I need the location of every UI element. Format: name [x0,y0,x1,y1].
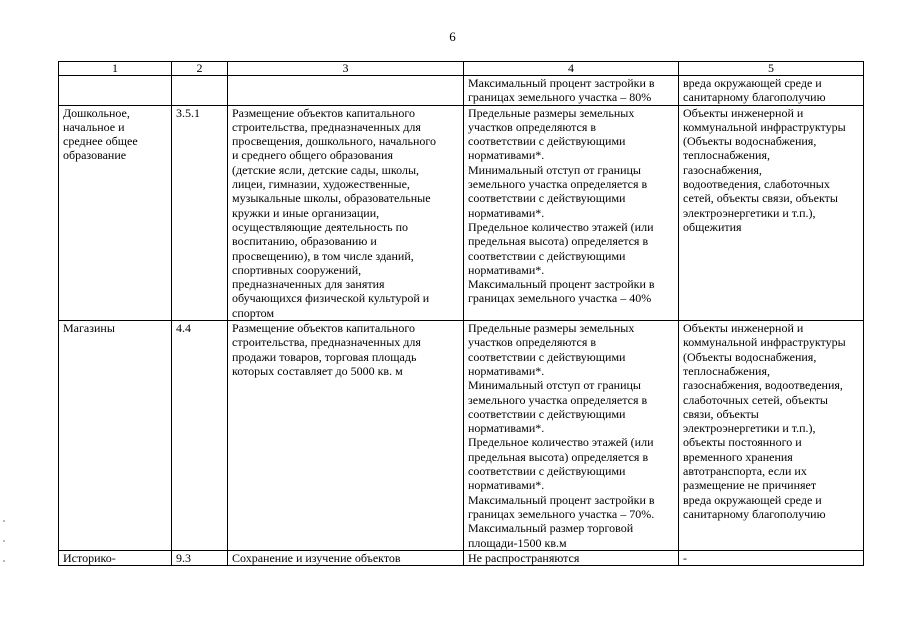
header-cell-2: 2 [172,62,228,76]
cell-line: границах земельного участка – 40% [468,291,652,306]
cell-line: сетей, объекты связи, объекты [683,191,838,206]
auxiliary-objects-cell [679,550,864,565]
cell-line: Объекты инженерной и [683,105,804,120]
cell-line: слаботочных сетей, объекты [683,392,828,407]
cell-line: Объекты инженерной и [683,321,804,336]
cell-line: Размещение объектов капитального [232,105,415,120]
cell-line: электроэнергетики и т.п.), [683,421,816,436]
cell-line: нормативами*. [468,205,545,220]
cell-line: образование [63,148,127,163]
cell-line: Предельные размеры земельных [468,105,635,120]
cell-line: автотранспорта, если их [683,464,807,479]
cell-line: газоснабжения, водоотведения, [683,378,843,393]
cell-line: электроэнергетики и т.п.), [683,205,816,220]
table-row [59,105,864,320]
cell-line: Предельное количество этажей (или [468,435,654,450]
description-cell [228,76,464,106]
cell-line: коммунальной инфраструктуры [683,335,846,350]
cell-line: Предельные размеры земельных [468,321,635,336]
header-cell-4: 4 [464,62,679,76]
cell-line: вреда окружающей среде и [683,492,822,507]
cell-line: Магазины [63,321,115,336]
cell-line: границах земельного участка – 80% [468,90,652,105]
cell-line: соответствии с действующими [468,406,626,421]
use-name-cell [59,550,172,565]
cell-line: вреда окружающей среде и [683,76,822,90]
cell-line: - [683,550,687,565]
description-cell [228,550,464,565]
cell-line: земельного участка определяется в [468,177,648,192]
description-cell [228,105,464,320]
parameters-cell [464,76,679,106]
cell-line: 3.5.1 [176,105,200,120]
cell-line: нормативами*. [468,421,545,436]
cell-line: предельная высота) определяется в [468,234,649,249]
cell-line: осуществляющие деятельность по [232,219,409,234]
cell-line: спортивных сооружений, [232,262,362,277]
zoning-table [58,61,864,566]
cell-line: временного хранения [683,449,793,464]
cell-line: начальное и [63,119,125,134]
cell-line: санитарному благополучию [683,90,826,105]
cell-line: Максимальный процент застройки в [468,277,655,292]
code-cell [172,321,228,551]
cell-line: соответствии с действующими [468,134,626,149]
cell-line: Максимальный процент застройки в [468,76,655,90]
cell-line: соответствии с действующими [468,464,626,479]
cell-line: Историко- [63,550,116,565]
cell-line: (Объекты водоснабжения, [683,134,817,149]
cell-line: Минимальный отступ от границы [468,162,641,177]
cell-line: и среднего общего образования [232,148,393,163]
cell-line: общежития [683,219,742,234]
code-cell [172,550,228,565]
cell-line: предназначенных для занятия [232,277,385,292]
use-name-cell [59,321,172,551]
use-name-cell [59,76,172,106]
parameters-cell [464,105,679,320]
cell-line: участков определяются в [468,335,597,350]
cell-line: теплоснабжения, [683,363,770,378]
table-header-row [59,62,864,76]
cell-line: обучающихся физической культурой и [232,291,430,306]
header-cell-1: 1 [59,62,172,76]
header-cell-3: 3 [228,62,464,76]
cell-line: музыкальные школы, образовательные [232,191,431,206]
cell-line: объекты постоянного и [683,435,802,450]
auxiliary-objects-cell [679,76,864,106]
cell-line: Предельное количество этажей (или [468,219,654,234]
cell-line: лицеи, гимназии, художественные, [232,177,410,192]
cell-line: спортом [232,305,275,320]
cell-line: связи, объекты [683,406,759,421]
cell-line: нормативами*. [468,148,545,163]
code-cell [172,105,228,320]
cell-line: Максимальный размер торговой [468,521,634,536]
parameters-cell [464,321,679,551]
cell-line: просвещения, дошкольного, начального [232,134,437,149]
cell-line: коммунальной инфраструктуры [683,119,846,134]
cell-line: Не распространяются [468,550,580,565]
cell-line: газоснабжения, [683,162,762,177]
cell-line: Размещение объектов капитального [232,321,415,336]
cell-line: строительства, предназначенных для [232,119,421,134]
cell-line: 9.3 [176,550,191,565]
cell-line: нормативами*. [468,262,545,277]
table-row [59,321,864,551]
cell-line: (Объекты водоснабжения, [683,349,817,364]
cell-line: продажи товаров, торговая площадь [232,349,417,364]
parameters-cell [464,550,679,565]
cell-line: 4.4 [176,321,191,336]
cell-line: предельная высота) определяется в [468,449,649,464]
cell-line: среднее общее [63,134,138,149]
cell-line: воспитанию, образованию и [232,234,377,249]
cell-line: соответствии с действующими [468,191,626,206]
cell-line: (детские ясли, детские сады, школы, [232,162,420,177]
table-row [59,76,864,106]
cell-line: водоотведения, слаботочных [683,177,830,192]
header-cell-5: 5 [679,62,864,76]
cell-line: размещение не причиняет [683,478,817,493]
cell-line: земельного участка определяется в [468,392,648,407]
cell-line: Дошкольное, [63,105,130,120]
cell-line: строительства, предназначенных для [232,335,421,350]
cell-line: теплоснабжения, [683,148,770,163]
cell-line: которых составляет до 5000 кв. м [232,363,403,378]
margin-marks [3,520,7,580]
use-name-cell [59,105,172,320]
cell-line: нормативами*. [468,363,545,378]
cell-line: нормативами*. [468,478,545,493]
auxiliary-objects-cell [679,321,864,551]
cell-line: кружки и иные организации, [232,205,380,220]
cell-line: санитарному благополучию [683,506,826,521]
cell-line: соответствии с действующими [468,349,626,364]
code-cell [172,76,228,106]
cell-line: просвещению), в том числе зданий, [232,248,414,263]
table-row [59,550,864,565]
cell-line: Максимальный процент застройки в [468,492,655,507]
cell-line: Минимальный отступ от границы [468,378,641,393]
cell-line: соответствии с действующими [468,248,626,263]
cell-line: Сохранение и изучение объектов [232,550,401,565]
cell-line: площади-1500 кв.м [468,535,567,550]
cell-line: границах земельного участка – 70%. [468,506,655,521]
cell-line: участков определяются в [468,119,597,134]
auxiliary-objects-cell [679,105,864,320]
description-cell [228,321,464,551]
page-number: 6 [449,29,456,44]
